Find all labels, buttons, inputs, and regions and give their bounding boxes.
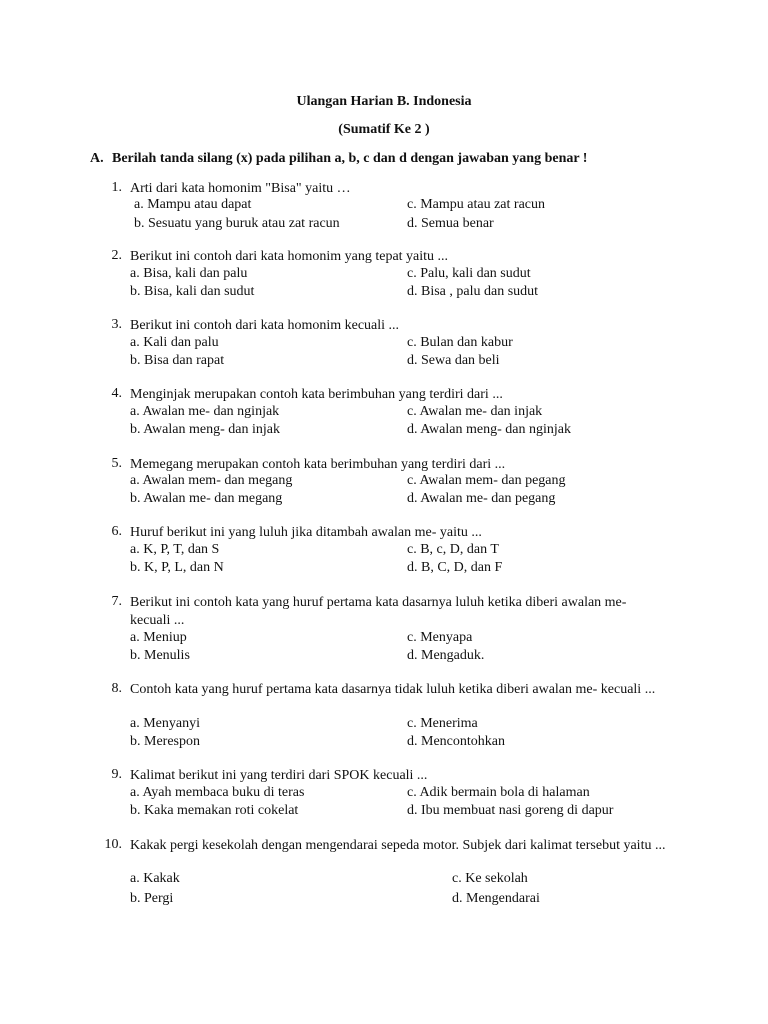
question-1-option-c[interactable]: c. Mampu atau zat racun bbox=[407, 197, 545, 212]
question-number: 1. bbox=[111, 180, 122, 195]
question-7-option-c[interactable]: c. Menyapa bbox=[407, 630, 473, 645]
question-text: Berikut ini contoh dari kata homonim yang tepat yaitu ... bbox=[130, 249, 449, 264]
question-4-option-a[interactable]: a. Awalan me- dan nginjak bbox=[130, 404, 280, 419]
section-letter: A. bbox=[90, 151, 104, 166]
question-6-option-c[interactable]: c. B, c, D, dan T bbox=[407, 542, 499, 557]
question-6-option-d[interactable]: d. B, C, D, dan F bbox=[407, 560, 503, 575]
question-10-option-b[interactable]: b. Pergi bbox=[130, 891, 174, 906]
question-number: 6. bbox=[111, 524, 122, 539]
question-3-option-b[interactable]: b. Bisa dan rapat bbox=[130, 353, 225, 368]
question-4-option-c[interactable]: c. Awalan me- dan injak bbox=[407, 404, 543, 419]
question-text: Menginjak merupakan contoh kata berimbuhan yang terdiri dari ... bbox=[130, 387, 503, 402]
question-4-option-d[interactable]: d. Awalan meng- dan nginjak bbox=[407, 422, 571, 437]
page-subtitle: (Sumatif Ke 2 ) bbox=[338, 122, 430, 137]
section-instruction bbox=[90, 151, 587, 167]
question-5-option-b[interactable]: b. Awalan me- dan megang bbox=[130, 491, 283, 506]
question-10-option-a[interactable]: a. Kakak bbox=[130, 871, 180, 886]
question-1-option-a[interactable]: a. Mampu atau dapat bbox=[134, 197, 252, 212]
question-number: 5. bbox=[111, 456, 122, 471]
question-9-option-d[interactable]: d. Ibu membuat nasi goreng di dapur bbox=[407, 803, 614, 818]
page-title: Ulangan Harian B. Indonesia bbox=[296, 94, 472, 109]
question-8-option-b[interactable]: b. Merespon bbox=[130, 734, 200, 749]
question-text: Huruf berikut ini yang luluh jika ditambah awalan me- yaitu ... bbox=[130, 525, 482, 540]
question-text: Memegang merupakan contoh kata berimbuhan yang terdiri dari ... bbox=[130, 457, 506, 472]
question-7-option-a[interactable]: a. Meniup bbox=[130, 630, 187, 645]
question-number: 2. bbox=[111, 248, 122, 263]
question-3-option-a[interactable]: a. Kali dan palu bbox=[130, 335, 219, 350]
question-number: 4. bbox=[111, 386, 122, 401]
question-8-option-c[interactable]: c. Menerima bbox=[407, 716, 478, 731]
question-text: Berikut ini contoh kata yang huruf pertama kata dasarnya luluh ketika diberi awalan me- kecuali ... bbox=[130, 595, 627, 628]
question-7-option-b[interactable]: b. Menulis bbox=[130, 648, 190, 663]
question-9-option-b[interactable]: b. Kaka memakan roti cokelat bbox=[130, 803, 299, 818]
question-10-option-d[interactable]: d. Mengendarai bbox=[452, 891, 540, 906]
question-text: Arti dari kata homonim "Bisa" yaitu … bbox=[130, 181, 351, 196]
question-text: Kalimat berikut ini yang terdiri dari SPOK kecuali ... bbox=[130, 768, 428, 783]
question-8-option-d[interactable]: d. Mencontohkan bbox=[407, 734, 505, 749]
question-number: 3. bbox=[111, 317, 122, 332]
question-number: 9. bbox=[111, 767, 122, 782]
question-text: Kakak pergi kesekolah dengan mengendarai sepeda motor. Subjek dari kalimat tersebut yaitu ... bbox=[130, 838, 666, 853]
question-number: 7. bbox=[111, 594, 122, 609]
question-5-option-c[interactable]: c. Awalan mem- dan pegang bbox=[407, 473, 566, 488]
question-text: Contoh kata yang huruf pertama kata dasarnya tidak luluh ketika diberi awalan me- kecuali ... bbox=[130, 682, 656, 697]
question-number: 10. bbox=[104, 837, 122, 852]
question-2-option-a[interactable]: a. Bisa, kali dan palu bbox=[130, 266, 248, 281]
question-3-option-c[interactable]: c. Bulan dan kabur bbox=[407, 335, 513, 350]
question-7-option-d[interactable]: d. Mengaduk. bbox=[407, 648, 485, 663]
question-10-option-c[interactable]: c. Ke sekolah bbox=[452, 871, 528, 886]
question-3-option-d[interactable]: d. Sewa dan beli bbox=[407, 353, 500, 368]
question-number: 8. bbox=[111, 681, 122, 696]
question-5-option-a[interactable]: a. Awalan mem- dan megang bbox=[130, 473, 293, 488]
question-5-option-d[interactable]: d. Awalan me- dan pegang bbox=[407, 491, 556, 506]
question-9-option-a[interactable]: a. Ayah membaca buku di teras bbox=[130, 785, 305, 800]
question-8-option-a[interactable]: a. Menyanyi bbox=[130, 716, 200, 731]
question-9-option-c[interactable]: c. Adik bermain bola di halaman bbox=[407, 785, 590, 800]
question-2-option-c[interactable]: c. Palu, kali dan sudut bbox=[407, 266, 531, 281]
question-6-option-b[interactable]: b. K, P, L, dan N bbox=[130, 560, 224, 575]
question-1-option-b[interactable]: b. Sesuatu yang buruk atau zat racun bbox=[134, 216, 340, 231]
question-text: Berikut ini contoh dari kata homonim kecuali ... bbox=[130, 318, 400, 333]
section-instruction-text: Berilah tanda silang (x) pada pilihan a, b, c dan d dengan jawaban yang benar ! bbox=[112, 151, 588, 166]
question-4-option-b[interactable]: b. Awalan meng- dan injak bbox=[130, 422, 280, 437]
question-2-option-b[interactable]: b. Bisa, kali dan sudut bbox=[130, 284, 255, 299]
question-2-option-d[interactable]: d. Bisa , palu dan sudut bbox=[407, 284, 539, 299]
question-1-option-d[interactable]: d. Semua benar bbox=[407, 216, 494, 231]
question-6-option-a[interactable]: a. K, P, T, dan S bbox=[130, 542, 220, 557]
